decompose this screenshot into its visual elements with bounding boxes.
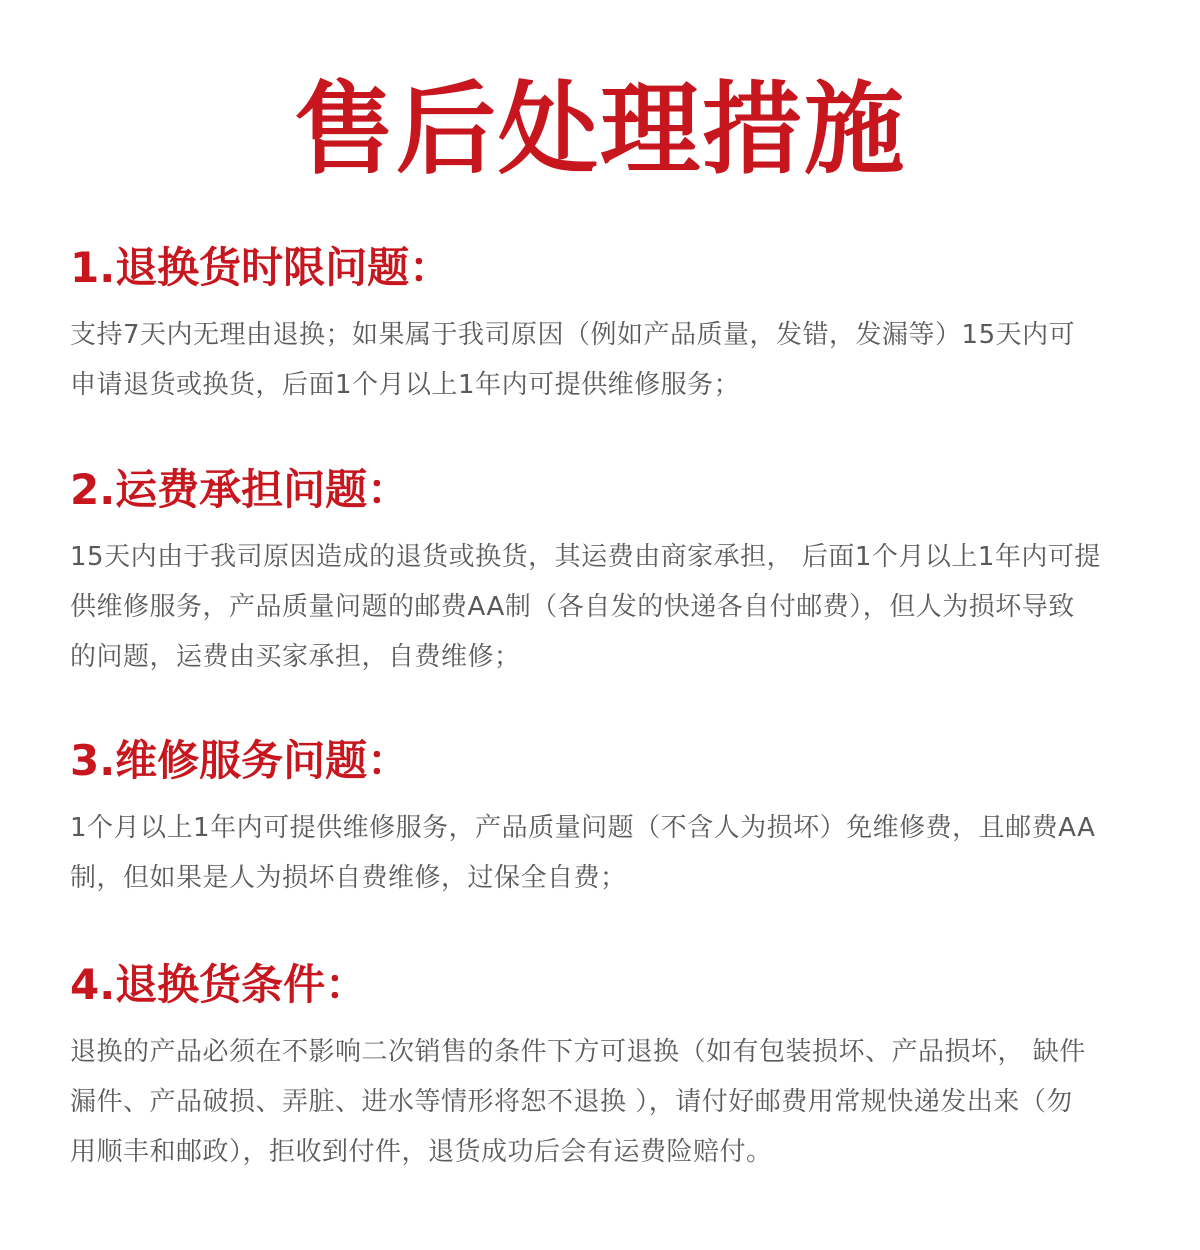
section-heading: 1.退换货时限问题：: [70, 243, 452, 292]
body-line: 供维修服务，产品质量问题的邮费AA制（各自发的快递各自付邮费），但人为损坏导致: [70, 592, 1075, 622]
section-shipping-cost: [70, 462, 1160, 682]
section-repair-service: [70, 733, 1160, 903]
section-heading: 2.运费承担问题：: [70, 465, 410, 514]
body-line: 退换的产品必须在不影响二次销售的条件下方可退换（如有包装损坏、产品损坏， 缺件: [70, 1037, 1086, 1067]
page-title: 售后处理措施: [294, 71, 906, 188]
section-body: [70, 310, 1160, 410]
section-heading: 4.退换货条件：: [70, 960, 368, 1009]
body-line: 用顺丰和邮政），拒收到付件，退货成功后会有运费险赔付。: [70, 1137, 773, 1167]
body-line: 1个月以上1年内可提供维修服务，产品质量问题（不含人为损坏）免维修费，且邮费AA: [70, 813, 1096, 843]
body-line: 制，但如果是人为损坏自费维修，过保全自费；: [70, 863, 627, 893]
section-body: [70, 803, 1160, 903]
body-line: 支持7天内无理由退换；如果属于我司原因（例如产品质量，发错，发漏等）15天内可: [70, 320, 1076, 350]
section-return-conditions: [70, 957, 1160, 1177]
section-body: [70, 532, 1160, 682]
body-line: 的问题，运费由买家承担，自费维修；: [70, 642, 521, 672]
section-body: [70, 1027, 1160, 1177]
body-line: 申请退货或换货，后面1个月以上1年内可提供维修服务；: [70, 370, 741, 400]
body-line: 15天内由于我司原因造成的退货或换货，其运费由商家承担， 后面1个月以上1年内可提: [70, 542, 1101, 572]
section-heading: 3.维修服务问题：: [70, 736, 410, 785]
body-line: 漏件、产品破损、弄脏、进水等情形将恕不退换 ），请付好邮费用常规快递发出来（勿: [70, 1087, 1073, 1117]
section-return-time-limit: [70, 240, 1160, 410]
